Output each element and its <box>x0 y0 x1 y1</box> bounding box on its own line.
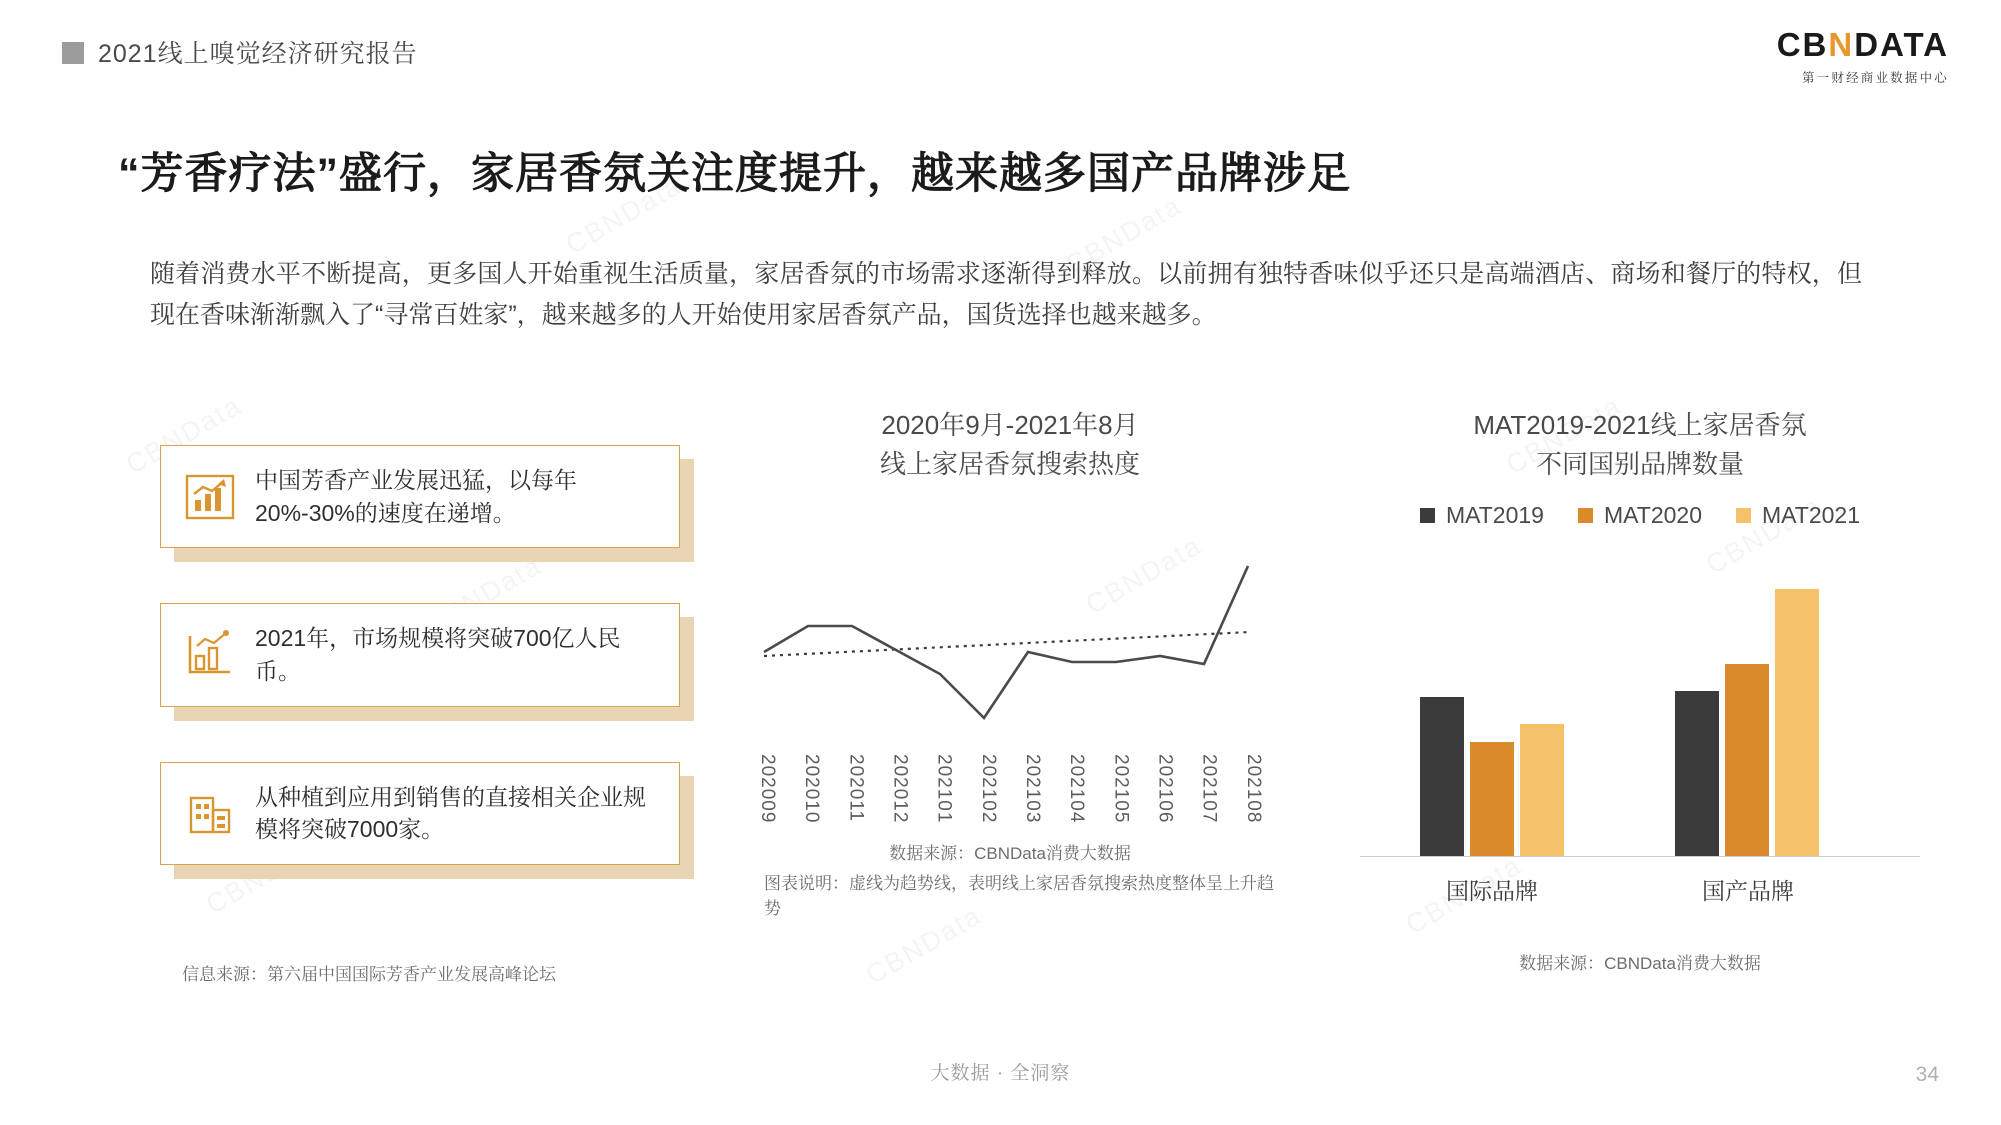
info-card-text: 中国芳香产业发展迅猛，以每年20%-30%的速度在递增。 <box>255 467 577 526</box>
x-tick-label: 202105 <box>1110 754 1132 824</box>
line-chart-plot <box>750 504 1270 754</box>
x-tick-label: 202011 <box>845 754 867 822</box>
legend-swatch-icon <box>1578 508 1593 523</box>
logo-wordmark <box>1777 28 1949 61</box>
axis-baseline <box>1360 856 1920 858</box>
bar-chart-block <box>1330 406 1950 974</box>
bar-chart-legend <box>1330 502 1950 529</box>
x-tick-label: 202102 <box>977 754 999 824</box>
x-tick-label: 202010 <box>801 754 823 824</box>
bar-group-international <box>1420 697 1564 856</box>
chart-title-line1: MAT2019-2021线上家居香氛 <box>1473 410 1807 440</box>
x-tick-label: 202012 <box>889 754 911 824</box>
legend-swatch-icon <box>1420 508 1435 523</box>
legend-item <box>1736 502 1860 529</box>
info-card-text: 从种植到应用到销售的直接相关企业规模将突破7000家。 <box>255 783 646 843</box>
chart-title <box>1330 406 1950 484</box>
page-title: “芳香疗法”盛行，家居香氛关注度提升，越来越多国产品牌涉足 <box>118 150 1351 198</box>
category-label-domestic: 国产品牌 <box>1702 878 1794 904</box>
bar-mat2020-international <box>1470 742 1514 856</box>
x-tick-label: 202108 <box>1242 754 1264 824</box>
x-tick-label: 202103 <box>1022 754 1044 824</box>
legend-item <box>1578 502 1702 529</box>
bar-mat2019-domestic <box>1675 691 1719 856</box>
bar-chart-plot <box>1360 557 1920 857</box>
legend-label: MAT2020 <box>1603 502 1702 528</box>
cbndata-logo <box>1777 28 1949 86</box>
info-card-text: 2021年，市场规模将突破700亿人民币。 <box>255 625 621 684</box>
x-tick-label: 202101 <box>933 754 955 824</box>
info-card-list <box>160 445 700 920</box>
bar-mat2020-domestic <box>1725 664 1769 856</box>
chart-title-line2: 线上家居香氛搜索热度 <box>879 449 1140 479</box>
legend-item <box>1420 502 1544 529</box>
logo-text-pre: CB <box>1776 26 1829 63</box>
x-tick-label: 202009 <box>757 754 778 824</box>
legend-label: MAT2021 <box>1762 502 1861 528</box>
bar-mat2019-international <box>1420 697 1464 856</box>
search-heat-line <box>764 566 1248 718</box>
x-tick-label: 202104 <box>1066 754 1088 824</box>
report-title: 2021线上嗅觉经济研究报告 <box>98 40 418 68</box>
x-tick-label: 202107 <box>1198 754 1220 824</box>
legend-swatch-icon <box>1736 508 1751 523</box>
logo-subtitle: 第一财经商业数据中心 <box>1801 71 1949 85</box>
line-chart-x-axis <box>750 754 1270 823</box>
logo-text-accent: N <box>1828 26 1855 63</box>
body-paragraph: 随着消费水平不断提高，更多国人开始重视生活质量，家居香氛的市场需求逐渐得到释放。以前拥有独特香味似乎还只是高端酒店、商场和餐厅的特权，但现在香味渐渐飘入了“寻常百姓家”，越来越多的人开始使用家居香氛产品，国货选择也越来越多。 <box>150 260 1862 329</box>
bar-chart-x-axis <box>1360 873 1920 903</box>
footer-tagline: 大数据 · 全洞察 <box>930 1063 1071 1084</box>
right-source-note: 数据来源：CBNData消费大数据 <box>1519 954 1761 973</box>
list-item <box>160 762 700 865</box>
left-source-note: 信息来源：第六届中国国际芳香产业发展高峰论坛 <box>182 965 556 984</box>
legend-label: MAT2019 <box>1445 502 1544 528</box>
chart-title <box>740 406 1280 484</box>
x-tick-label: 202106 <box>1154 754 1176 824</box>
list-item <box>160 603 700 706</box>
trend-line <box>764 632 1250 656</box>
info-card <box>160 762 680 865</box>
category-label-international: 国际品牌 <box>1446 878 1538 904</box>
bar-mat2021-domestic <box>1775 589 1819 856</box>
list-item <box>160 445 700 548</box>
bar-mat2021-international <box>1520 724 1564 856</box>
line-chart-svg <box>750 504 1270 754</box>
factory-building-icon <box>179 782 241 844</box>
info-card <box>160 445 680 548</box>
logo-text-post: DATA <box>1854 26 1949 63</box>
header-bullet-icon <box>62 42 84 64</box>
bar-chart-check-icon <box>179 624 241 686</box>
line-chart-block <box>740 406 1280 922</box>
middle-chart-note: 图表说明：虚线为趋势线，表明线上家居香氛搜索热度整体呈上升趋势 <box>764 873 1274 919</box>
chart-title-line2: 不同国别品牌数量 <box>1535 449 1744 479</box>
middle-source-note: 数据来源：CBNData消费大数据 <box>889 844 1131 864</box>
info-card <box>160 603 680 706</box>
bar-group-domestic <box>1675 589 1819 856</box>
page-number: 34 <box>1915 1063 1939 1086</box>
chart-title-line1: 2020年9月-2021年8月 <box>881 410 1139 440</box>
bar-chart-up-icon <box>179 466 241 528</box>
